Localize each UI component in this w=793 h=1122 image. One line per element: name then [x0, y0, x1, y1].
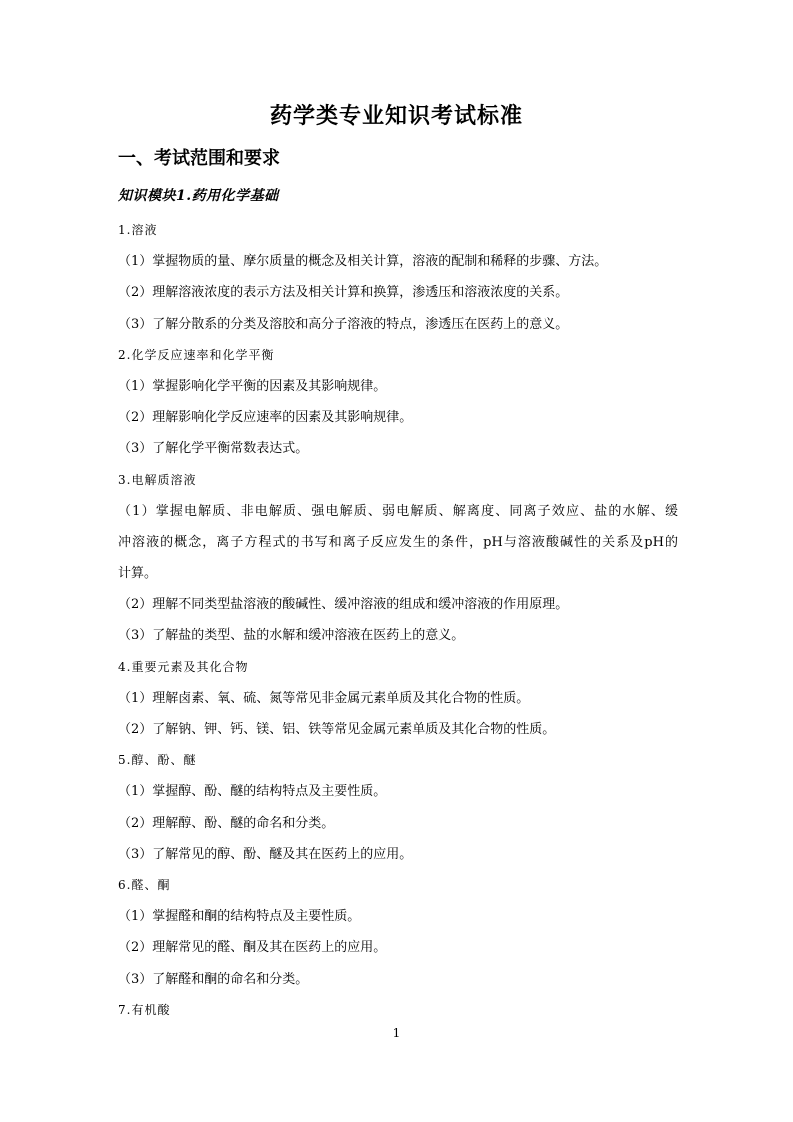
section-title: 5.醇、酚、醚	[118, 753, 197, 768]
section-title: 6.醛、酮	[118, 877, 171, 892]
requirement-line: （2）理解溶液浓度的表示方法及相关计算和换算，渗透压和溶液浓度的关系。	[118, 285, 569, 301]
requirement-line: （1）理解卤素、氧、硫、氮等常见非金属元素单质及其化合物的性质。	[118, 690, 530, 706]
section-title: 4.重要元素及其化合物	[118, 659, 249, 674]
module-heading: 知识模块1.药用化学基础	[118, 188, 279, 204]
requirement-line: （1）掌握醇、酚、醚的结构特点及主要性质。	[118, 784, 387, 800]
requirement-line: （1）掌握电解质、非电解质、强电解质、弱电解质、解离度、同离子效应、盐的水解、缓	[118, 503, 678, 519]
requirement-line: （1）掌握影响化学平衡的因素及其影响规律。	[118, 378, 387, 394]
requirement-line: 计算。	[118, 566, 158, 582]
requirement-line: （1）掌握醛和酮的结构特点及主要性质。	[118, 909, 361, 925]
requirement-line: （3）了解分散系的分类及溶胶和高分子溶液的特点，渗透压在医药上的意义。	[118, 316, 569, 332]
section-title: 7.有机酸	[118, 1002, 171, 1017]
requirement-line: 冲溶液的概念，离子方程式的书写和离子反应发生的条件，pH与溶液酸碱性的关系及pH的	[118, 534, 678, 550]
document-body	[118, 215, 678, 1026]
requirement-line: （3）了解化学平衡常数表达式。	[118, 441, 309, 457]
requirement-line: （3）了解盐的类型、盐的水解和缓冲溶液在医药上的意义。	[118, 628, 465, 644]
requirement-line: （2）了解钠、钾、钙、镁、铝、铁等常见金属元素单质及其化合物的性质。	[118, 722, 556, 737]
section-title: 2.化学反应速率和化学平衡	[118, 347, 275, 362]
requirement-line: （3）了解常见的醇、酚、醚及其在医药上的应用。	[118, 846, 413, 862]
page-number: 1	[392, 1026, 401, 1040]
page-title: 药学类专业知识考试标准	[269, 104, 523, 129]
requirement-line: （2）理解醇、酚、醚的命名和分类。	[118, 815, 335, 831]
requirement-line: （2）理解常见的醛、酮及其在医药上的应用。	[118, 940, 387, 956]
section-title: 3.电解质溶液	[118, 472, 197, 487]
requirement-line: （2）理解影响化学反应速率的因素及其影响规律。	[118, 410, 413, 426]
requirement-line: （2）理解不同类型盐溶液的酸碱性、缓冲溶液的组成和缓冲溶液的作用原理。	[118, 597, 569, 613]
requirement-line: （1）掌握物质的量、摩尔质量的概念及相关计算，溶液的配制和稀释的步骤、方法。	[118, 254, 608, 270]
section-heading: 一、考试范围和要求	[118, 148, 280, 169]
requirement-line: （3）了解醛和酮的命名和分类。	[118, 971, 309, 987]
section-title: 1.溶液	[118, 223, 158, 237]
